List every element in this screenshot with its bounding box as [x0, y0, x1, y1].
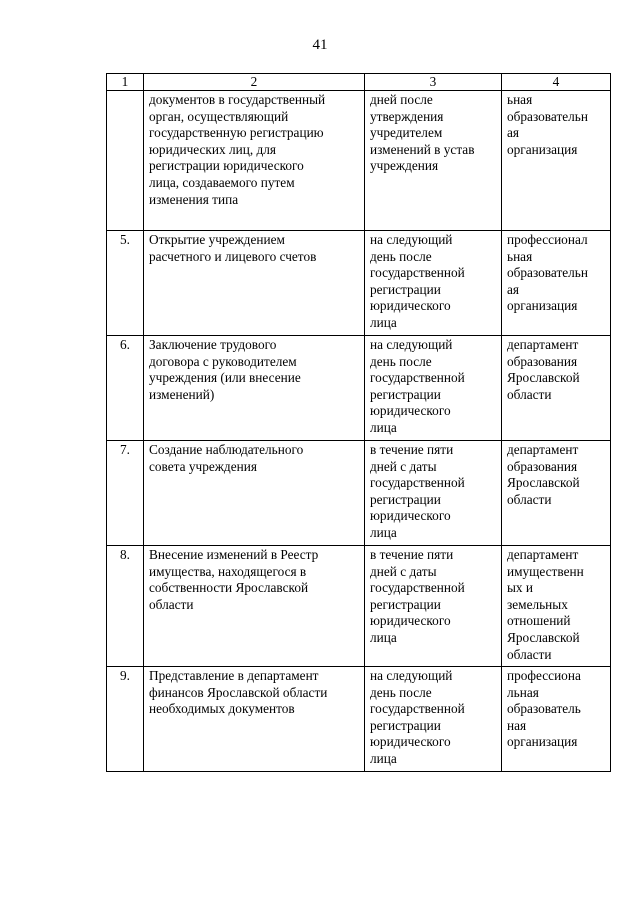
cell-text-line: учреждения (или внесение [149, 370, 301, 386]
cell-text-line: регистрации [370, 386, 441, 402]
table-row [107, 91, 611, 231]
cell-text-line: ая [507, 125, 520, 141]
cell-text-line: организация [507, 141, 578, 157]
cell-text-line: в течение пяти [370, 547, 454, 562]
deadline-cell [365, 441, 502, 546]
cell-text-line: лица [370, 750, 397, 766]
cell-text-line: лица, создаваемого путем [149, 174, 295, 190]
cell-text-line: области [507, 491, 552, 507]
cell-text-line: орган, осуществляющий [149, 108, 289, 124]
cell-text-line: в течение пяти [370, 442, 454, 457]
cell-text-line: регистрации юридического [149, 158, 304, 174]
cell-text-line: области [149, 596, 194, 612]
row-number-cell: 5. [107, 231, 144, 336]
cell-text-line: расчетного и лицевого счетов [149, 248, 317, 264]
table-header-row [107, 74, 611, 91]
deadline-cell [365, 91, 502, 231]
responsible-cell [502, 441, 611, 546]
deadline-cell [365, 667, 502, 772]
cell-text-line: юридического [370, 734, 451, 750]
cell-text-line: департамент [507, 442, 579, 457]
cell-text-line: департамент [507, 547, 579, 562]
responsible-cell [502, 91, 611, 231]
deadline-cell [365, 231, 502, 336]
cell-text-line: изменений) [149, 386, 215, 402]
cell-text-line: области [507, 646, 552, 662]
header-cell-1: 1 [107, 74, 144, 91]
cell-text-line: юридического [370, 508, 451, 524]
cell-text-line: образовательн [507, 108, 588, 124]
action-cell [144, 667, 365, 772]
cell-text-line: Открытие учреждением [149, 232, 285, 247]
cell-text-line: на следующий [370, 668, 453, 683]
cell-text-line: ая [507, 281, 520, 297]
action-cell [144, 336, 365, 441]
cell-text-line: образователь [507, 701, 581, 717]
cell-text-line: дней с даты [370, 458, 437, 474]
cell-text-line: имущественн [507, 563, 584, 579]
cell-text-line: необходимых документов [149, 701, 295, 717]
cell-text-line: Ярославской [507, 629, 580, 645]
header-cell-4: 4 [502, 74, 611, 91]
cell-text-line: ьная [507, 92, 533, 107]
cell-text-line: Заключение трудового [149, 337, 277, 352]
cell-text-line: государственной [370, 265, 465, 281]
action-cell [144, 441, 365, 546]
cell-text-line: ная [507, 717, 527, 733]
cell-text-line: изменения типа [149, 191, 239, 207]
cell-text-line: на следующий [370, 337, 453, 352]
deadline-cell [365, 546, 502, 667]
cell-text-line: учредителем [370, 125, 443, 141]
action-cell [144, 546, 365, 667]
cell-text-line: Создание наблюдательного [149, 442, 304, 457]
cell-text-line: организация [507, 298, 578, 314]
action-cell [144, 231, 365, 336]
cell-text-line: Ярославской [507, 370, 580, 386]
cell-text-line: земельных [507, 596, 568, 612]
cell-text-line: день после [370, 248, 432, 264]
deadline-cell [365, 336, 502, 441]
plan-table [106, 73, 611, 772]
table-row [107, 546, 611, 667]
header-cell-3: 3 [365, 74, 502, 91]
cell-text-line: изменений в устав [370, 141, 475, 157]
cell-text-line: регистрации [370, 491, 441, 507]
cell-text-line: Представление в департамент [149, 668, 319, 683]
cell-text-line: лица [370, 419, 397, 435]
cell-text-line: документов в государственный [149, 92, 326, 107]
cell-text-line: ых и [507, 580, 534, 596]
cell-text-line: лица [370, 524, 397, 540]
cell-text-line: лица [370, 629, 397, 645]
cell-text-line: образовательн [507, 265, 588, 281]
cell-text-line: учреждения [370, 158, 439, 174]
row-number-cell: 9. [107, 667, 144, 772]
cell-text-line: день после [370, 353, 432, 369]
cell-text-line: ьная [507, 248, 533, 264]
cell-text-line: совета учреждения [149, 458, 257, 474]
responsible-cell [502, 336, 611, 441]
cell-text-line: области [507, 386, 552, 402]
cell-text-line: отношений [507, 613, 571, 629]
cell-text-line: собственности Ярославской [149, 580, 309, 596]
responsible-cell [502, 667, 611, 772]
table-row [107, 231, 611, 336]
cell-text-line: регистрации [370, 717, 441, 733]
row-number-cell: 6. [107, 336, 144, 441]
cell-text-line: Ярославской [507, 475, 580, 491]
row-number-cell: 7. [107, 441, 144, 546]
table-row [107, 336, 611, 441]
header-cell-2: 2 [144, 74, 365, 91]
cell-text-line: образования [507, 458, 578, 474]
cell-text-line: государственной [370, 701, 465, 717]
action-cell [144, 91, 365, 231]
cell-text-line: государственной [370, 475, 465, 491]
cell-text-line: юридического [370, 613, 451, 629]
cell-text-line: департамент [507, 337, 579, 352]
cell-text-line: юридических лиц, для [149, 141, 276, 157]
cell-text-line: дней с даты [370, 563, 437, 579]
cell-text-line: регистрации [370, 281, 441, 297]
cell-text-line: государственную регистрацию [149, 125, 324, 141]
cell-text-line: регистрации [370, 596, 441, 612]
table-row [107, 667, 611, 772]
cell-text-line: профессионал [507, 232, 588, 247]
cell-text-line: юридического [370, 403, 451, 419]
responsible-cell [502, 231, 611, 336]
table-row [107, 441, 611, 546]
cell-text-line: финансов Ярославской области [149, 684, 328, 700]
cell-text-line: образования [507, 353, 578, 369]
cell-text-line: профессиона [507, 668, 581, 683]
cell-text-line: на следующий [370, 232, 453, 247]
row-number-cell [107, 91, 144, 231]
cell-text-line: дней после [370, 92, 433, 107]
cell-text-line: льная [507, 684, 539, 700]
cell-text-line: юридического [370, 298, 451, 314]
cell-text-line: организация [507, 734, 578, 750]
cell-text-line: Внесение изменений в Реестр [149, 547, 319, 562]
cell-text-line: утверждения [370, 108, 444, 124]
cell-text-line: лица [370, 314, 397, 330]
page-number: 41 [312, 37, 328, 53]
row-number-cell: 8. [107, 546, 144, 667]
cell-text-line: договора с руководителем [149, 353, 297, 369]
responsible-cell [502, 546, 611, 667]
cell-text-line: государственной [370, 580, 465, 596]
cell-text-line: день после [370, 684, 432, 700]
cell-text-line: государственной [370, 370, 465, 386]
cell-text-line: имущества, находящегося в [149, 563, 307, 579]
